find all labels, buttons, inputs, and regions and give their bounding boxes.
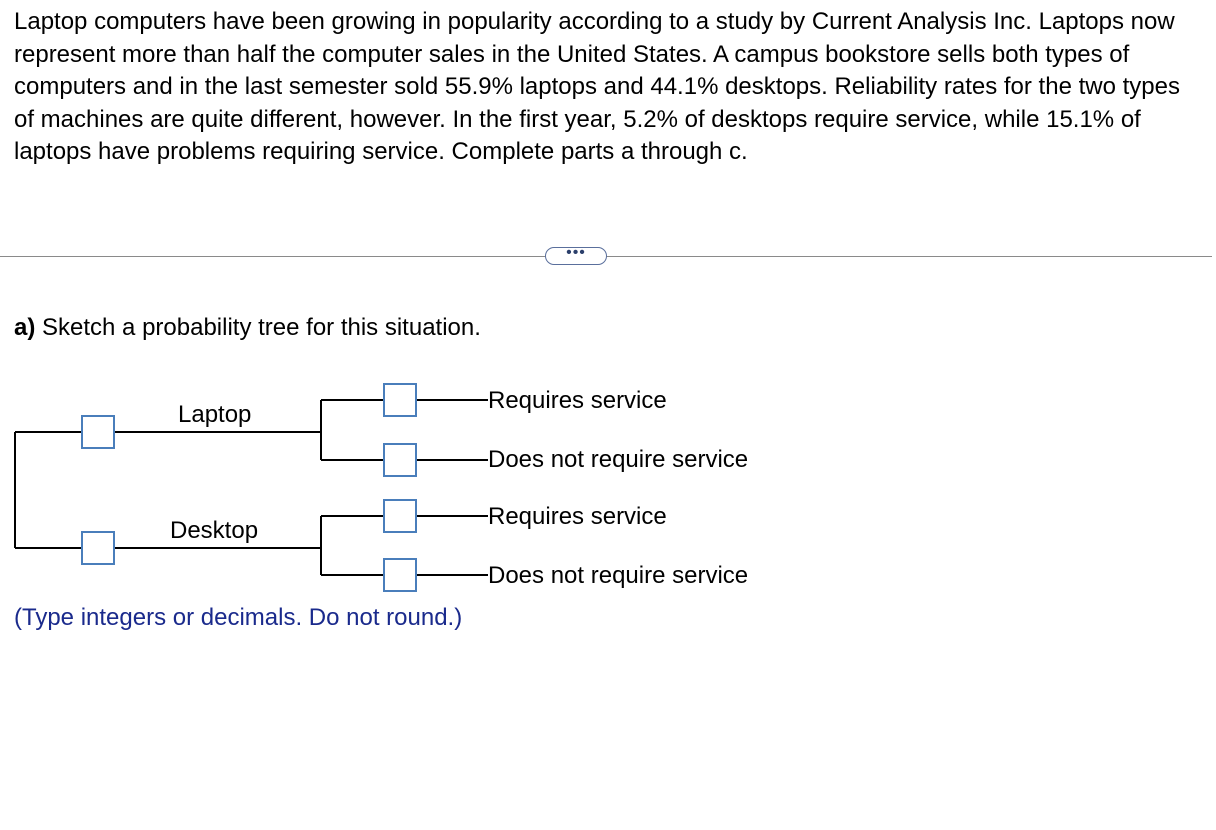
part-a-heading (14, 314, 481, 342)
expand-more-button[interactable]: ••• (545, 247, 607, 265)
branch-label-desktop-requires-service: Requires service (488, 503, 667, 530)
branch-label-desktop-no-service: Does not require service (488, 562, 749, 589)
branch-label-laptop-requires-service: Requires service (488, 387, 667, 414)
desktop-probability-input[interactable] (81, 531, 115, 565)
branch-label-laptop-no-service: Does not require service (488, 446, 749, 473)
laptop-probability-input[interactable] (81, 415, 115, 449)
laptop-requires-service-input[interactable] (383, 383, 417, 417)
part-a-prompt: Sketch a probability tree for this situation. (42, 314, 481, 341)
input-instructions: (Type integers or decimals. Do not round.) (14, 604, 463, 631)
desktop-requires-service-input[interactable] (383, 499, 417, 533)
branch-label-laptop: Laptop (178, 401, 252, 428)
problem-statement: Laptop computers have been growing in popularity according to a study by Current Analysis Inc. Laptops now represent more than half the computer sales in the United States. A campus bookstore sells both types of computers and in the last semester sold 55.9% laptops and 44.1% desktops. Reliability rates for the two types of machines are quite different, however. In the first year, 5.2% of desktops require service, while 15.1% of laptops have problems requiring service. Complete parts a through c. (14, 8, 1180, 165)
desktop-no-service-input[interactable] (383, 558, 417, 592)
laptop-no-service-input[interactable] (383, 443, 417, 477)
branch-label-desktop: Desktop (170, 517, 259, 544)
part-a-label: a) (14, 314, 36, 341)
